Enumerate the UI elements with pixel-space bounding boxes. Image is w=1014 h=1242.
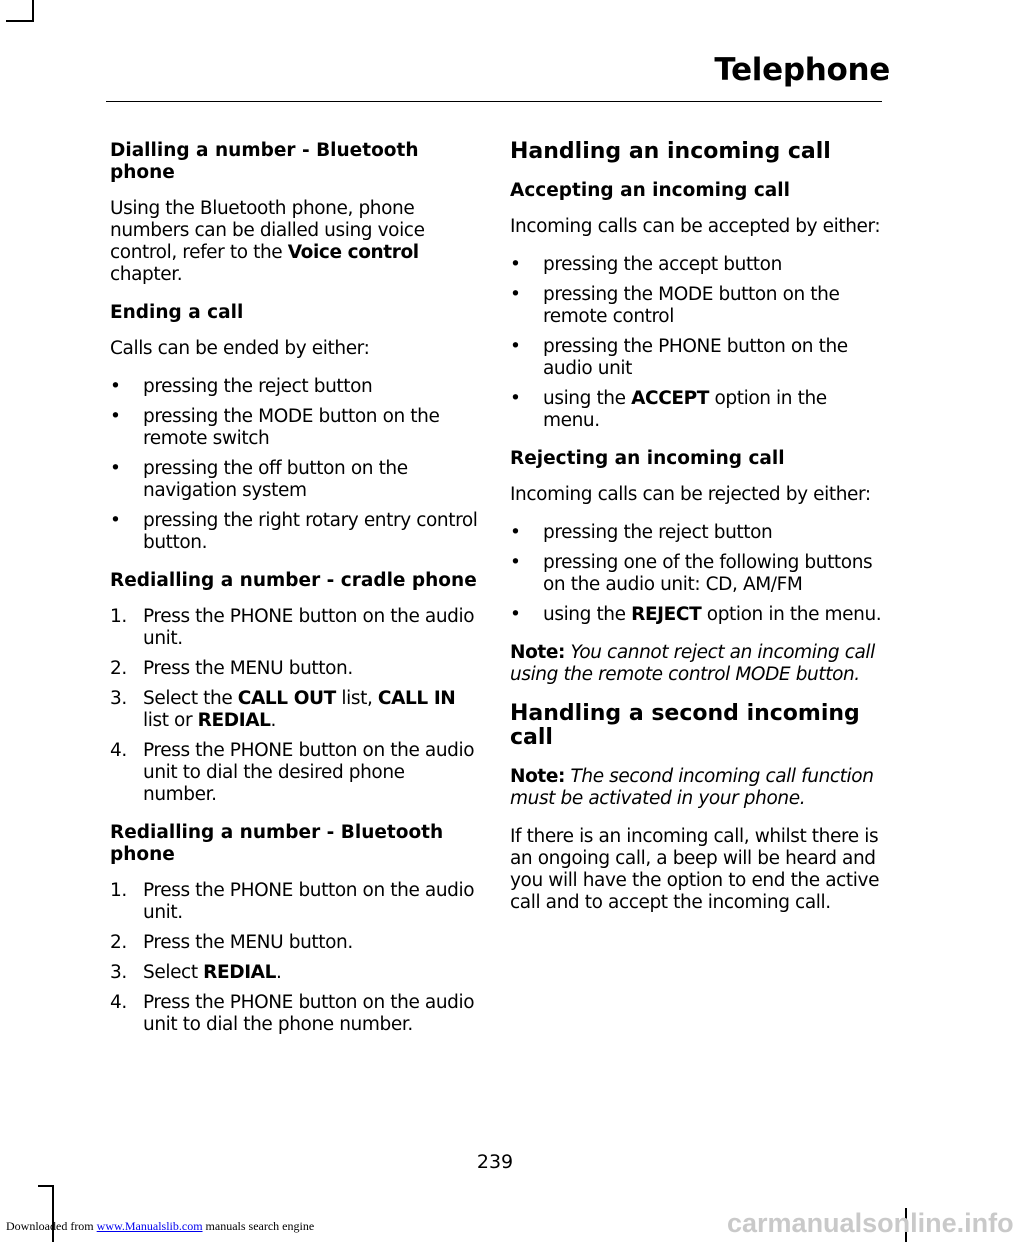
list-item: • pressing the reject button xyxy=(110,376,373,397)
footer-download-note: Downloaded from www.Manualslib.com manuals search engine xyxy=(6,1219,315,1233)
paragraph: Incoming calls can be accepted by either: xyxy=(510,216,881,237)
section-heading: Rejecting an incoming call xyxy=(510,448,785,469)
paragraph: Incoming calls can be rejected by either: xyxy=(510,484,871,505)
section-title: Handling a second incoming call xyxy=(510,701,860,750)
list-item: 1. Press the PHONE button on the audio unit. xyxy=(110,880,475,923)
list-item: • pressing the MODE button on the remote switch xyxy=(110,406,440,449)
section-heading: Dialling a number - Bluetooth phone xyxy=(110,140,419,183)
section-heading: Redialling a number - Bluetooth phone xyxy=(110,822,444,865)
list-item: 4. Press the PHONE button on the audio unit to dial the phone number. xyxy=(110,992,475,1035)
list-item: • pressing the right rotary entry control button. xyxy=(110,510,478,553)
list-item: 1. Press the PHONE button on the audio unit. xyxy=(110,606,475,649)
list-item: 2. Press the MENU button. xyxy=(110,658,353,679)
section-heading: Redialling a number - cradle phone xyxy=(110,570,477,591)
list-item: • pressing the accept button xyxy=(510,254,782,275)
list-item: 3. Select REDIAL. xyxy=(110,962,282,983)
list-item: 2. Press the MENU button. xyxy=(110,932,353,953)
list-item: • using the ACCEPT option in the menu. xyxy=(510,388,827,431)
paragraph: Using the Bluetooth phone, phone numbers can be dialled using voice control, refer to the Voice control chapter. xyxy=(110,198,425,285)
bullet-list xyxy=(510,522,882,626)
bullet-list xyxy=(510,254,882,432)
list-item: 3. Select the CALL OUT list, CALL IN list or REDIAL. xyxy=(110,688,456,731)
numbered-list xyxy=(110,880,480,1036)
paragraph: If there is an incoming call, whilst there is an ongoing call, a beep will be heard and you will have the option to end the active call and to accept the incoming call. xyxy=(510,826,880,913)
list-item: 4. Press the PHONE button on the audio unit to dial the desired phone number. xyxy=(110,740,475,805)
crop-mark xyxy=(38,1185,52,1187)
paragraph: Calls can be ended by either: xyxy=(110,338,370,359)
manualslib-link[interactable]: www.Manualslib.com xyxy=(96,1219,203,1233)
bullet-list xyxy=(110,376,480,554)
section-title: Handling an incoming call xyxy=(510,139,831,164)
section-heading: Ending a call xyxy=(110,302,244,323)
watermark: carmanualsonline.info xyxy=(727,1208,1014,1238)
list-item: • pressing the off button on the navigation system xyxy=(110,458,408,501)
page-number: 239 xyxy=(476,1151,514,1173)
list-item: • pressing the PHONE button on the audio unit xyxy=(510,336,848,379)
left-column xyxy=(110,140,480,1052)
numbered-list xyxy=(110,606,480,806)
list-item: • pressing the MODE button on the remote control xyxy=(510,284,840,327)
crop-mark xyxy=(32,0,34,22)
list-item: • pressing one of the following buttons on the audio unit: CD, AM/FM xyxy=(510,552,873,595)
list-item: • using the REJECT option in the menu. xyxy=(510,604,882,625)
note: Note: The second incoming call function must be activated in your phone. xyxy=(510,766,874,809)
right-column xyxy=(510,140,882,930)
crop-mark xyxy=(6,20,34,22)
note: Note: You cannot reject an incoming call using the remote control MODE button. xyxy=(510,642,875,685)
title-divider xyxy=(106,101,882,102)
section-heading: Accepting an incoming call xyxy=(510,180,790,201)
list-item: • pressing the reject button xyxy=(510,522,773,543)
page-title: Telephone xyxy=(714,52,890,88)
